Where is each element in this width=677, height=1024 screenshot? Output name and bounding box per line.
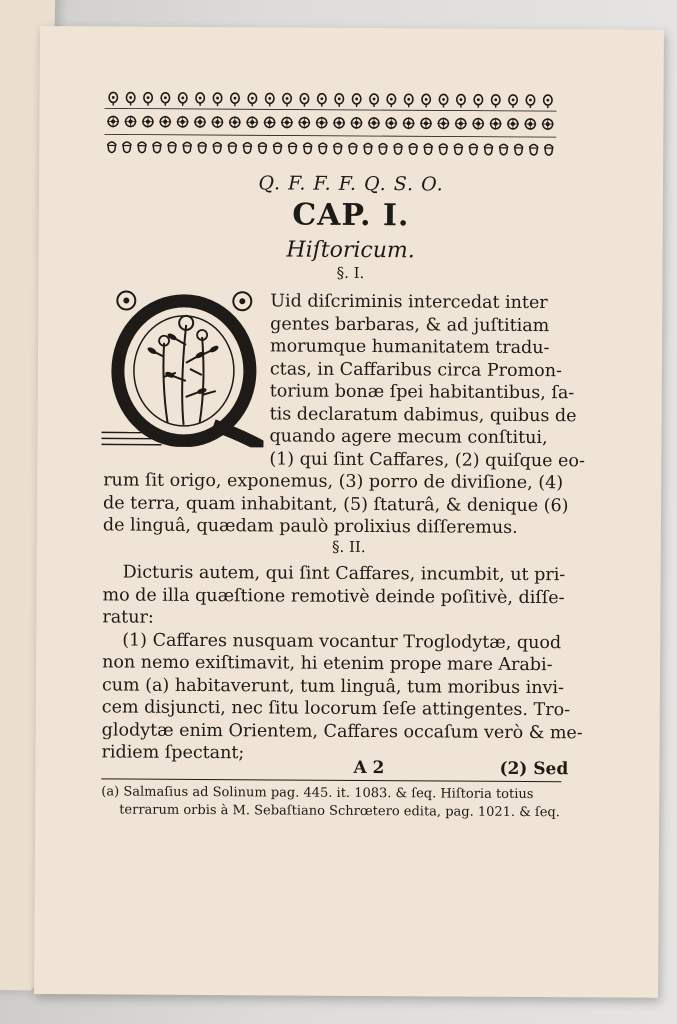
text-line: ctas, in Caffaribus circa Promon- — [269, 358, 562, 381]
text-line: Uid diſcriminis intercedat inter — [270, 291, 548, 314]
book-page — [34, 26, 664, 998]
text-line: torium bonæ ſpei habitantibus, ſa- — [269, 381, 575, 404]
chapter-heading: CAP. I. — [292, 197, 410, 234]
text-line: mo de illa quæſtione remotivè deinde poſitivè, diſſe- — [102, 584, 565, 608]
footnote-line: terrarum orbis à M. Sebaſtiano Schrœtero edita, pag. 1021. & ſeq. — [119, 802, 560, 821]
text-line: de linguâ, quædam paulò prolixius diſſeremus. — [102, 515, 518, 538]
text-line: ratur: — [102, 607, 154, 628]
text-line: cum (a) habitaverunt, tum linguâ, tum moribus invi- — [101, 674, 564, 698]
ornamental-header-band — [104, 88, 556, 161]
text-line: (1) Caffares nusquam vocantur Troglodytæ, quod — [122, 630, 562, 653]
dedication-signature: Q. F. F. F. Q. S. O. — [258, 172, 444, 196]
text-line: gentes barbaras, & ad juſtitiam — [270, 313, 550, 336]
text-line: quando agere mecum conſtitui, — [269, 426, 548, 449]
section-mark-2: §. II. — [331, 537, 366, 556]
footnote-line: (a) Salmaſius ad Solinum pag. 445. it. 1083. & ſeq. Hiſtoria totius — [101, 784, 534, 803]
chapter-subtitle: Hiſtoricum. — [286, 237, 415, 264]
text-line: de terra, quam inhabitant, (5) ſtaturâ, & denique (6) — [103, 492, 569, 516]
text-line: morumque humanitatem tradu- — [269, 336, 550, 359]
catchword: (2) Sed — [499, 758, 569, 780]
text-line: tis declaratum dabimus, quibus de — [269, 403, 577, 426]
signature-mark: A 2 — [353, 757, 385, 779]
footnote-rule — [101, 778, 561, 782]
text-line: glodytæ enim Orientem, Caffares occaſum verò & me- — [101, 719, 583, 743]
text-line: cem disjuncti, nec ſitu locorum ſeſe attingentes. Tro- — [101, 697, 571, 721]
text-line: Dicturis autem, qui ſint Caffares, incumbit, ut pri- — [122, 562, 566, 586]
text-line: non nemo exiſtimavit, hi etenim prope mare Arabi- — [102, 652, 553, 676]
decorated-initial-q — [101, 284, 264, 447]
section-mark-1: §. I. — [336, 263, 365, 282]
text-line: ridiem ſpectant; — [101, 742, 245, 764]
text-line: (1) qui ſint Caffares, (2) quiſque eo- — [269, 448, 585, 471]
text-line: rum ſit origo, exponemus, (3) porro de diviſione, (4) — [103, 470, 564, 494]
